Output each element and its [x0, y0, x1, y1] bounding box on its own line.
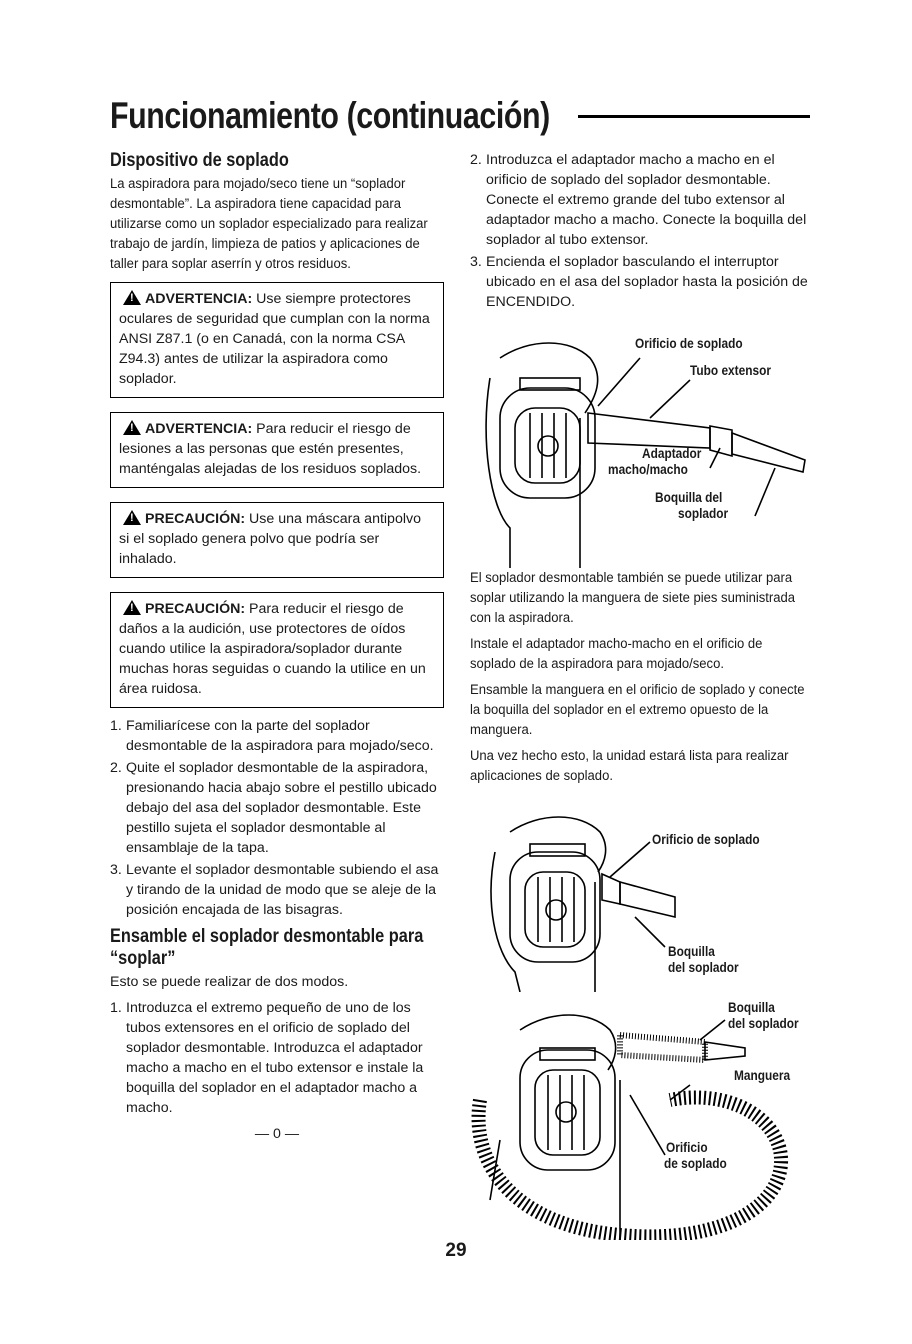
warning-icon [123, 290, 141, 305]
hose-paragraph: El soplador desmontable también se puede utilizar para soplar utilizando la manguera de siete pies suministrada con la aspiradora. [470, 570, 796, 626]
section-heading-assemble: Ensamble el soplador desmontable para “soplar” [110, 926, 424, 969]
figure-blower-extension [470, 318, 810, 568]
right-column [470, 150, 810, 1240]
warning-box [110, 282, 444, 398]
caution-text: Use una máscara antipolvo si el soplado genera polvo que podría ser inhalado. [119, 511, 421, 567]
section-heading-blower: Dispositivo de soplado [110, 150, 289, 171]
label-blower-port: Orificio de soplado [652, 832, 760, 847]
page-number: 29 [445, 1240, 467, 1261]
list-item: 1. Familiarícese con la parte del soplador desmontable de la aspiradora para mojado/seco. [110, 718, 434, 754]
list-item: 2. Quite el soplador desmontable de la aspiradora, presionando hacia abajo sobre el pestillo ubicado debajo del asa del soplador desmontable. Este pestillo sujeta el soplador desmontable al ensamblaje de la tapa. [110, 760, 437, 856]
caution-label: PRECAUCIÓN: [145, 601, 246, 617]
warning-text: Para reducir el riesgo de lesiones a las personas que estén presentes, manténgalas alejadas de los residuos soplados. [119, 421, 422, 477]
label-nozzle: Boquilla [668, 944, 715, 959]
assemble-intro: Esto se puede realizar de dos modos. [110, 974, 349, 990]
removal-steps [110, 716, 444, 920]
label-nozzle-2: soplador [678, 506, 729, 521]
separator: — 0 — [254, 1126, 300, 1142]
blower-illustration [470, 318, 810, 568]
warning-icon [123, 600, 141, 615]
ready-paragraph: Una vez hecho esto, la unidad estará lista para realizar aplicaciones de soplado. [470, 748, 789, 784]
label-blower-port-2: de soplado [664, 1156, 727, 1171]
figure-blower-nozzle [470, 792, 810, 992]
warning-icon [123, 420, 141, 435]
label-adapter: Adaptador [642, 446, 702, 461]
title-row [110, 95, 810, 137]
assemble-hose-paragraph: Ensamble la manguera en el orificio de soplado y conecte la boquilla del soplador en el extremo opuesto de la manguera. [470, 682, 805, 738]
intro-paragraph: La aspiradora para mojado/seco tiene un “soplador desmontable”. La aspiradora tiene capacidad para utilizarse como un soplador especializado para realizar trabajo de jardín, limpieza de patios y aplicaciones de taller para soplar aserrín y otros residuos. [110, 176, 428, 272]
label-blower-port: Orificio de soplado [635, 336, 743, 351]
label-extension-tube: Tubo extensor [690, 363, 771, 378]
label-blower-port: Orificio [666, 1140, 708, 1155]
page-title: Funcionamiento (continuación) [110, 95, 550, 136]
assemble-steps [110, 998, 444, 1118]
assemble-steps-continued [470, 150, 810, 312]
list-item: 2. Introduzca el adaptador macho a macho en el orificio de soplado del soplador desmontable. Conecte el extremo grande del tubo extensor al adaptador macho a macho. Conecte la boquilla del soplador al tubo extensor. [470, 152, 807, 248]
left-column [110, 150, 444, 1144]
list-item: 3. Levante el soplador desmontable subiendo el asa y tirando de la unidad de modo que se aleje de la posición encajada de las bisagras. [110, 862, 439, 918]
label-nozzle: Boquilla [728, 1000, 775, 1015]
blower-nozzle-illustration [470, 792, 810, 992]
caution-box [110, 502, 444, 578]
warning-label: ADVERTENCIA: [145, 291, 253, 307]
list-item: 1. Introduzca el extremo pequeño de uno de los tubos extensores en el orificio de soplado del soplador desmontable. Introduzca el adaptador macho a macho en el tubo extensor e instale la boquilla del soplador en el adaptador macho a macho. [110, 1000, 424, 1116]
label-nozzle: Boquilla del [655, 490, 723, 505]
warning-icon [123, 510, 141, 525]
warning-box [110, 412, 444, 488]
warning-text: Use siempre protectores oculares de seguridad que cumplan con la norma ANSI Z87.1 (o en Canadá, con la norma CSA Z94.3) antes de utilizar la aspiradora como soplador. [119, 291, 430, 387]
caution-text: Para reducir el riesgo de daños a la audición, use protectores de oídos cuando utilice la aspiradora/soplador durante muchas horas seguidas o cuando la utilice en un área ruidosa. [119, 601, 426, 697]
title-rule [578, 115, 810, 118]
caution-label: PRECAUCIÓN: [145, 511, 246, 527]
caution-box [110, 592, 444, 708]
figure-blower-hose [470, 990, 810, 1240]
list-item: 3. Encienda el soplador basculando el interruptor ubicado en el asa del soplador hasta la posición de ENCENDIDO. [470, 254, 808, 310]
label-nozzle-2: del soplador [668, 960, 739, 975]
label-nozzle-2: del soplador [728, 1016, 799, 1031]
label-adapter-type: macho/macho [608, 462, 688, 477]
warning-label: ADVERTENCIA: [145, 421, 253, 437]
label-hose: Manguera [734, 1068, 791, 1083]
adapter-paragraph: Instale el adaptador macho-macho en el orificio de soplado de la aspiradora para mojado/seco. [470, 636, 763, 672]
